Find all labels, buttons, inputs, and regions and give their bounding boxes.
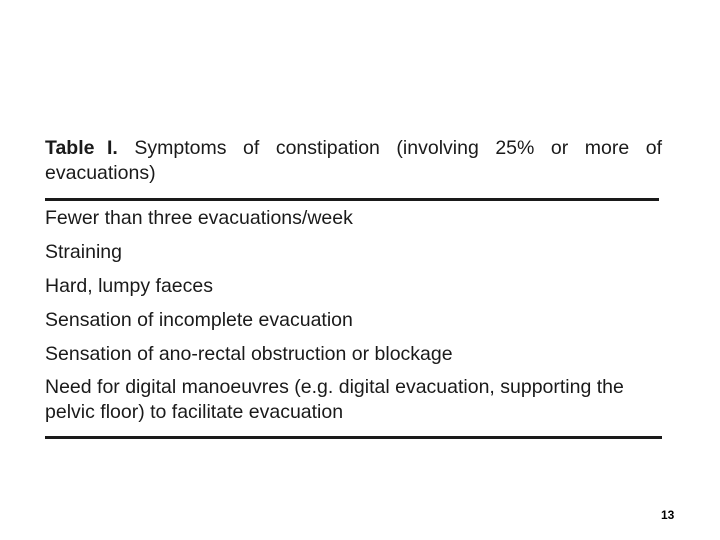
table-rows — [45, 207, 662, 425]
table-caption-text: Symptoms of constipation (involving 25% or more of evacuations) — [45, 137, 662, 184]
table-caption-label: Table I. — [45, 137, 118, 159]
table-row: Sensation of ano-rectal obstruction or blockage — [45, 343, 453, 365]
table-top-rule — [45, 198, 659, 201]
table-row: Straining — [45, 241, 122, 263]
table-row: Need for digital manoeuvres (e.g. digital evacuation, supporting the pelvic floor) to facilitate evacuation — [45, 376, 624, 423]
table-caption — [45, 136, 662, 186]
page-number: 13 — [661, 508, 675, 522]
table-row: Fewer than three evacuations/week — [45, 207, 353, 229]
symptoms-table — [45, 136, 662, 439]
table-row: Hard, lumpy faeces — [45, 275, 213, 297]
table-bottom-rule — [45, 436, 662, 439]
table-row: Sensation of incomplete evacuation — [45, 309, 353, 331]
